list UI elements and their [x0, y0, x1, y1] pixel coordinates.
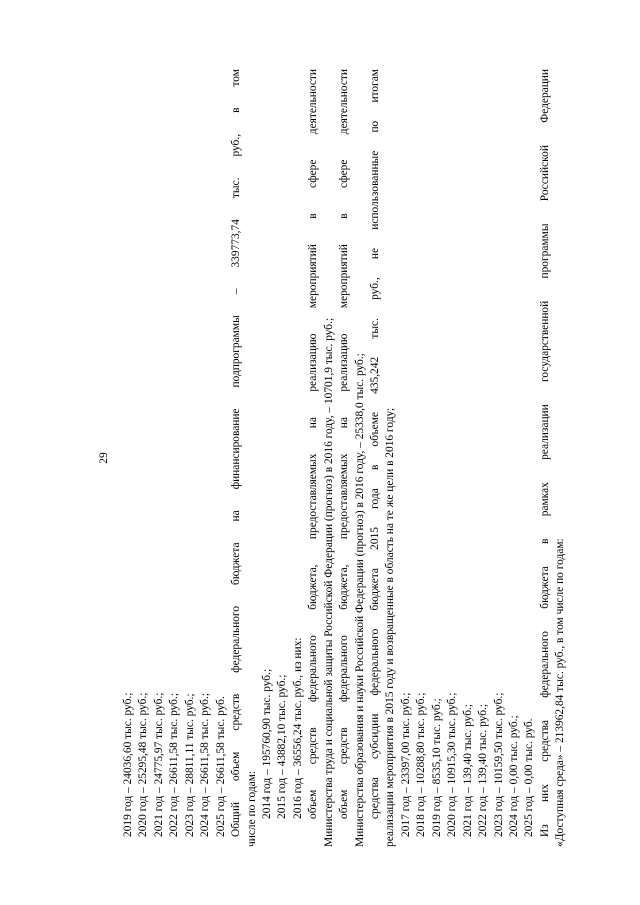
text-line: 2022 год – 139,40 тыс. руб.; [477, 703, 490, 837]
text-line: 2022 год – 26611,58 тыс. руб.; [168, 693, 181, 837]
text-line: Министерства образования и науки Российской Федерации (прогноз) в 2016 году, – 25338,0 тыс. руб.; [353, 353, 366, 847]
text-line: объем средств федерального бюджета, предоставляемых на реализацию мероприятий в сфере деятельности [338, 69, 351, 819]
text-line: средства субсидии федерального бюджета 2015 года в объеме 435,242 тыс. руб., не использованные по итогам [369, 69, 381, 819]
text-line: 2019 год – 24036,60 тыс. руб.; [122, 692, 134, 837]
text-line: 2024 год – 0,00 тыс. руб.; [507, 715, 520, 837]
text-line: 2014 год – 195760,90 тыс. руб.; [260, 668, 273, 819]
text-line: «Доступная среда» – 213962,84 тыс. руб., в том числе по годам: [554, 538, 567, 847]
text-line: Общий объем средств федерального бюджета на финансирование подпрограммы – 339773,74 тыс. руб., в том [230, 69, 243, 837]
text-line: 2015 год – 43882,10 тыс. руб.; [276, 674, 289, 819]
page-number: 29 [98, 452, 110, 464]
body-text [121, 69, 569, 847]
text-line: 2025 год – 0,00 тыс. руб. [523, 718, 536, 837]
rotated-content [98, 69, 580, 847]
text-line: реализации мероприятия в 2015 году и возвращенные в область на те же цели в 2016 году; [384, 407, 397, 847]
text-line: Министерства труда и социальной защиты Российской Федерации (прогноз) в 2016 году, – 10701,9 тыс. руб.; [322, 317, 335, 847]
text-line: 2016 год – 36556,24 тыс. руб., из них: [291, 637, 304, 819]
text-line: 2023 год – 10159,50 тыс. руб.; [492, 692, 505, 837]
text-line: 2020 год – 10915,30 тыс. руб.; [446, 692, 459, 837]
text-line: Из них средства федерального бюджета в рамках реализации государственной программы Российской Федерации [538, 69, 551, 837]
text-line: 2024 год – 26611,58 тыс. руб.; [199, 693, 212, 837]
text-line: 2017 год – 23397,00 тыс. руб.; [399, 692, 412, 837]
text-line: числе по годам: [245, 770, 258, 847]
text-line: 2023 год – 28811,11 тыс. руб.; [183, 693, 196, 837]
text-line: 2018 год – 10288,80 тыс. руб.; [415, 692, 428, 837]
text-line: 2020 год – 25295,48 тыс. руб.; [137, 692, 150, 837]
text-line: 2019 год – 8535,10 тыс. руб.; [430, 698, 443, 837]
text-line: 2021 год – 24775,97 тыс. руб.; [152, 692, 165, 837]
text-line: объем средств федерального бюджета, предоставляемых на реализацию мероприятий в сфере деятельности [307, 69, 320, 819]
text-line: 2025 год – 26611,58 тыс. руб. [214, 696, 227, 837]
text-line: 2021 год – 139,40 тыс. руб.; [461, 703, 474, 837]
